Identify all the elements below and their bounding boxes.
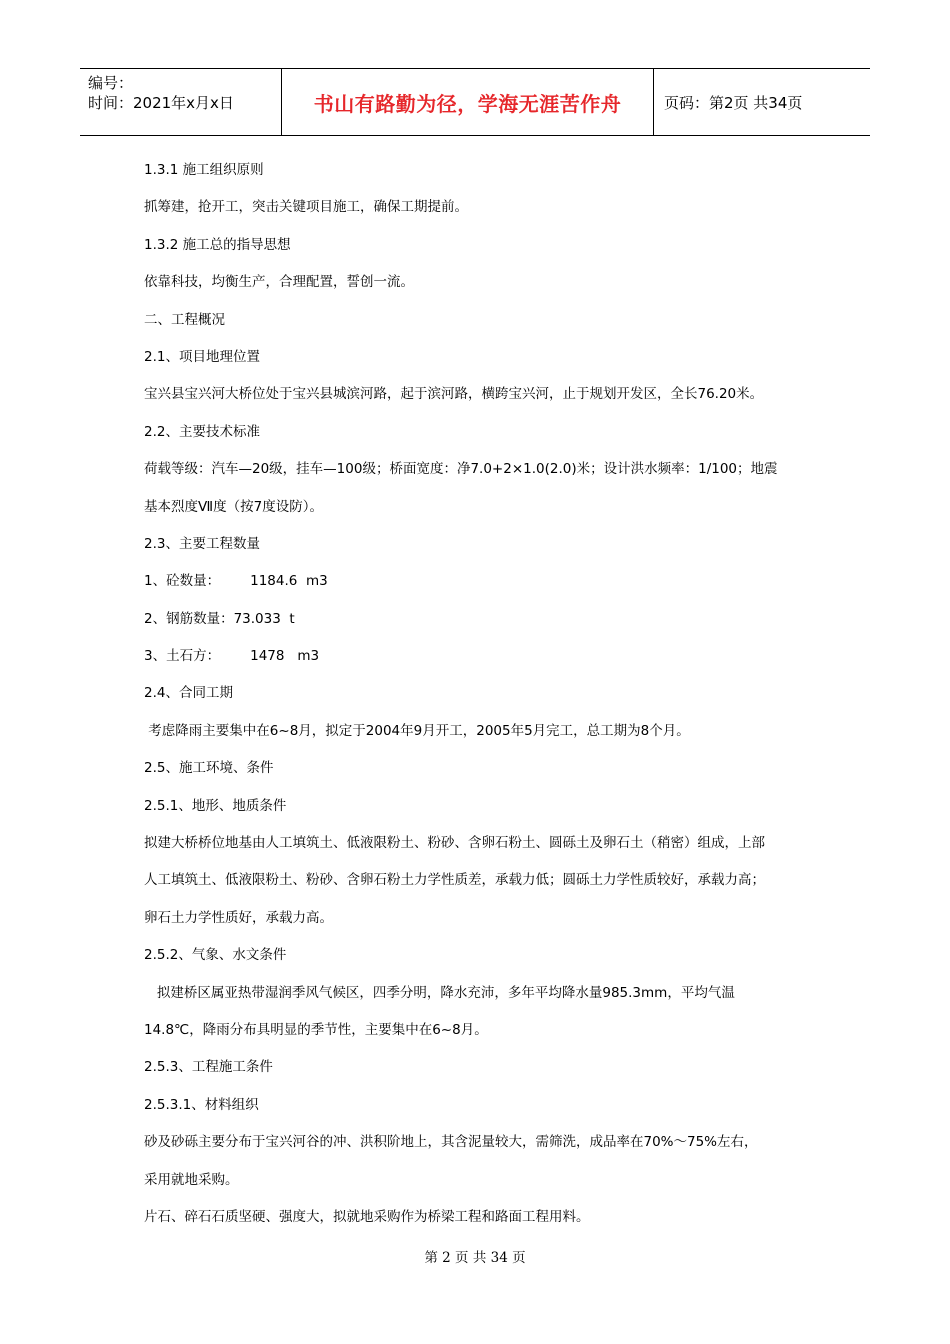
- document-body: [144, 157, 834, 1241]
- page-footer: 第 2 页 共 34 页: [424, 1250, 526, 1266]
- text-line: 2.5、施工环境、条件: [144, 760, 274, 777]
- text-line: 依靠科技，均衡生产，合理配置，誓创一流。: [144, 274, 414, 291]
- text-line: 拟建大桥桥位地基由人工填筑土、低液限粉土、粉砂、含卵石粉土、圆砾土及卵石土（稍密）组成，上部: [144, 835, 765, 852]
- text-line: 基本烈度Ⅶ度（按7度设防）。: [144, 498, 323, 515]
- text-line: 2.2、主要技术标准: [144, 423, 260, 440]
- text-line: 人工填筑土、低液限粉土、粉砂、含卵石粉土力学性质差，承载力低；圆砾土力学性质较好，承载力高；: [144, 872, 765, 889]
- text-line: 荷载等级：汽车—20级，挂车—100级；桥面宽度：净7.0+2×1.0(2.0)米；设计洪水频率：1/100；地震: [144, 461, 778, 478]
- text-line: 1、砼数量： 1184.6 m3: [144, 573, 328, 590]
- page-header: [80, 68, 870, 136]
- document-number: 编号：: [88, 74, 134, 92]
- text-line: 拟建桥区属亚热带湿润季风气候区，四季分明，降水充沛，多年平均降水量985.3mm，平均气温: [144, 984, 735, 1001]
- text-line: 1.3.1 施工组织原则: [144, 162, 264, 178]
- text-line: 1.3.2 施工总的指导思想: [144, 236, 291, 253]
- text-line: 抓筹建，抢开工，突击关键项目施工，确保工期提前。: [144, 199, 468, 216]
- header-motto: 书山有路勤为径，学海无涯苦作舟: [313, 91, 622, 116]
- text-line: 考虑降雨主要集中在6~8月，拟定于2004年9月开工，2005年5月完工，总工期为8个月。: [144, 722, 690, 739]
- header-page-info: 页码：第2页 共34页: [664, 93, 803, 112]
- text-line: 2.5.3.1、材料组织: [144, 1096, 259, 1113]
- text-line: 14.8℃，降雨分布具明显的季节性，主要集中在6~8月。: [144, 1021, 488, 1038]
- text-line: 2.5.3、工程施工条件: [144, 1059, 273, 1076]
- text-line: 采用就地采购。: [144, 1171, 239, 1188]
- header-page-cell: [654, 69, 870, 135]
- text-line: 二、工程概况: [144, 311, 225, 328]
- text-line: 2.5.2、气象、水文条件: [144, 947, 287, 964]
- text-line: 砂及砂砾主要分布于宝兴河谷的冲、洪积阶地上，其含泥量较大，需筛洗，成品率在70%～75%左右，: [144, 1134, 758, 1151]
- text-line: 2.3、主要工程数量: [144, 535, 260, 552]
- text-line: 3、土石方： 1478 m3: [144, 648, 320, 665]
- text-line: 2.1、项目地理位置: [144, 348, 260, 365]
- text-line: 2、钢筋数量：73.033 t: [144, 610, 295, 627]
- text-line: 2.5.1、地形、地质条件: [144, 797, 287, 814]
- header-motto-cell: [282, 69, 654, 135]
- text-line: 宝兴县宝兴河大桥位处于宝兴县城滨河路，起于滨河路，横跨宝兴河，止于规划开发区，全长76.20米。: [144, 386, 764, 403]
- text-line: 2.4、合同工期: [144, 685, 233, 702]
- text-line: 片石、碎石石质坚硬、强度大，拟就地采购作为桥梁工程和路面工程用料。: [144, 1208, 590, 1225]
- text-line: 卵石土力学性质好，承载力高。: [144, 909, 333, 926]
- document-date: 时间：2021年x月x日: [88, 94, 234, 112]
- header-meta: [80, 69, 282, 135]
